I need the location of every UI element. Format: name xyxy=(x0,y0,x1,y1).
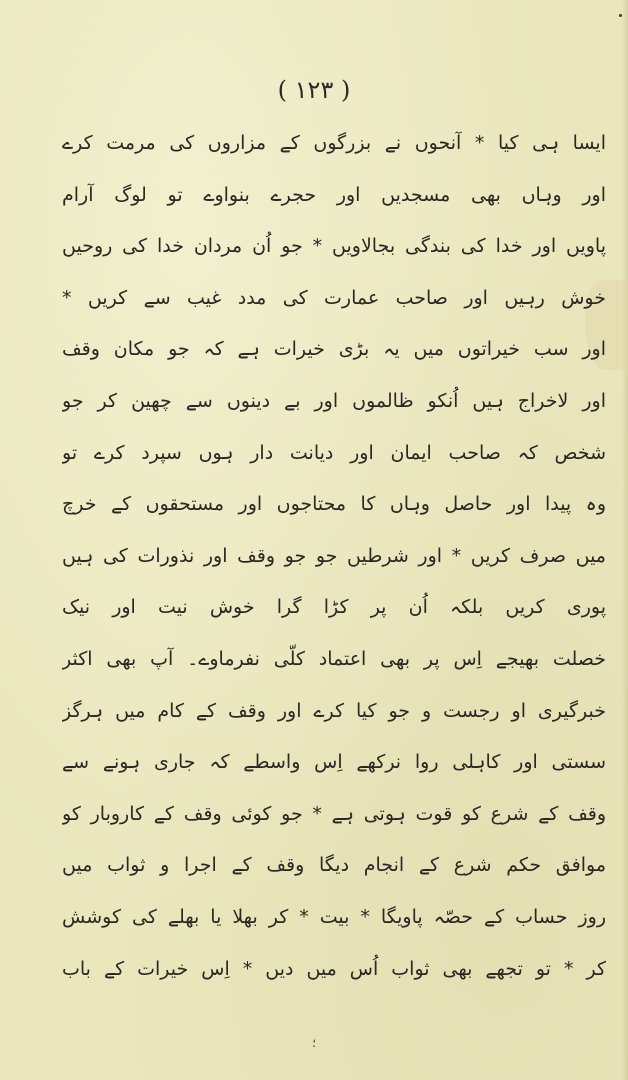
urdu-text-block xyxy=(62,118,606,995)
text-line-11: خصلت بھیجے اِس پر بھی اعتماد کلّی نفرماوے۔ آپ بھی اکثر xyxy=(62,647,606,670)
text-line-16: روز حساب کے حصّہ پاویگا * بیت * کر بھلا یا بھلے کی کوشش xyxy=(62,905,606,928)
text-line-4: خوش رہیں اور صاحب عمارت کی مدد غیب سے کریں * xyxy=(62,286,606,309)
corner-dot xyxy=(619,14,622,17)
text-line-2: اور وہاں بھی مسجدیں اور حجرے بنواوے تو لوگ آرام xyxy=(62,183,606,206)
text-line-13: سستی اور کاہلی روا نرکھے اِس واسطے کہ جاری ہونے سے xyxy=(62,751,606,774)
text-line-1: ایسا ہی کیا * آنحوں نے بزرگوں کے مزاروں کی مرمت کرے xyxy=(62,132,606,154)
text-line-6: اور لاخراج ہیں اُنکو ظالموں اور بے دینوں سے چھین کر جو xyxy=(62,389,606,412)
text-line-10: پوری کریں بلکہ اُن پر کڑا گرا خوش نیت اور نیک xyxy=(62,596,606,619)
text-line-14: وقف کے شرع کو قوت ہوتی ہے * جو کوئی وقف کے کاروبار کو xyxy=(62,802,606,825)
catchword-mark: ؛ xyxy=(312,1036,316,1050)
page-number: ( ۱۲۳ ) xyxy=(277,76,351,104)
text-line-3: پاویں اور خدا کی بندگی بجالاویں * جو اُن مردان خدا کی روحیں xyxy=(62,235,606,258)
page-edge-shadow xyxy=(622,0,628,1080)
text-line-17: کر * تو تجھے بھی ثواب اُس میں دیں * اِس خیرات کے باب xyxy=(62,957,606,980)
text-line-5: اور سب خیراتوں میں یہ بڑی خیرات ہے کہ جو مکان وقف xyxy=(62,338,606,361)
text-line-8: وہ پیدا اور حاصل وہاں کا محتاجوں اور مستحقوں کے خرچ xyxy=(62,493,606,516)
text-line-15: موافق حکم شرع کے انجام دیگا وقف کے اجرا و ثواب میں xyxy=(62,854,606,877)
text-line-9: میں صرف کریں * اور شرطیں جو جو وقف اور نذورات کی ہیں xyxy=(62,544,606,567)
text-line-7: شخص کہ صاحب ایمان اور دیانت دار ہوں سپرد کرے تو xyxy=(62,441,606,464)
text-line-12: خبرگیری او رجست و جو کیا کرے اور وقف کے کام میں ہرگز xyxy=(62,699,606,722)
